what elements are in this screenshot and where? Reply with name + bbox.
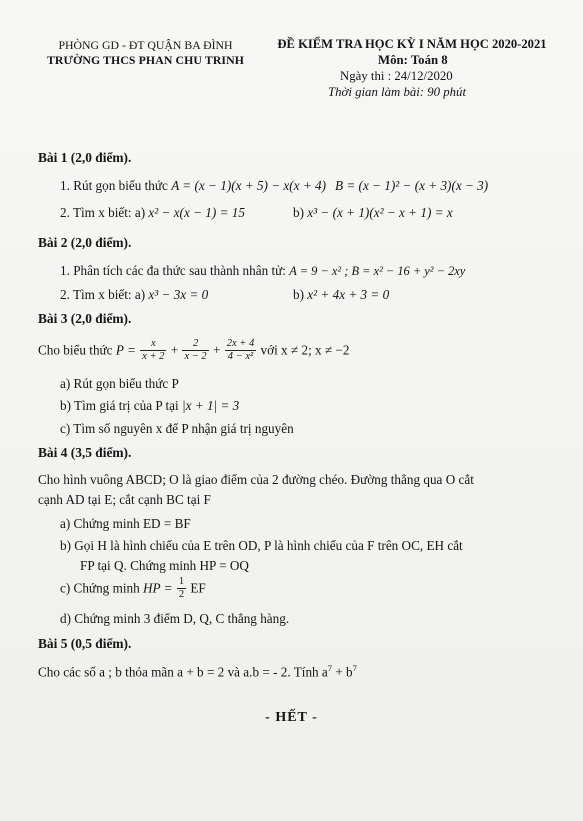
bai5-question	[38, 663, 357, 680]
bai2-q2-label: 2. Tìm x biết: a)	[60, 287, 146, 302]
end-marker: - HẾT -	[265, 710, 318, 725]
bai5-text: Cho các số a ; b thỏa mãn a + b = 2 và a.b = - 2. Tính a	[38, 664, 328, 680]
exam-duration: Thời gian làm bài: 90 phút	[328, 85, 467, 99]
bai3-fraction-2	[182, 338, 208, 363]
bai3-fraction-1	[140, 338, 166, 363]
bai3-intro: Cho biểu thức	[38, 342, 113, 358]
exam-title: ĐỀ KIỂM TRA HỌC KỲ I NĂM HỌC 2020-2021	[277, 37, 547, 51]
bai4-part-b-line-2: FP tại Q. Chứng minh HP = OQ	[80, 558, 249, 573]
bai3-fraction-2-denominator: x − 2	[184, 351, 207, 362]
bai5-mid: + b	[332, 664, 353, 680]
school-header	[38, 38, 253, 68]
bai3-fraction-1-denominator: x + 2	[142, 351, 165, 362]
bai3-fraction-3-numerator: 2x + 4	[226, 338, 255, 349]
bai1-q2-b-expression: x³ − (x + 1)(x² − x + 1) = x	[307, 205, 453, 220]
bai2-q2-b-label: b)	[293, 287, 304, 302]
bai4-part-a: a) Chứng minh ED = BF	[60, 516, 191, 531]
bai4-half-fraction	[177, 576, 186, 601]
bai1-q1-expression-b: B = (x − 1)² − (x + 3)(x − 3)	[335, 178, 489, 193]
bai2-q2-b-expression: x² + 4x + 3 = 0	[307, 287, 390, 302]
bai4-part-c-expression: HP =	[142, 580, 173, 596]
bai4-heading: Bài 4 (3,5 điểm).	[38, 445, 132, 460]
bai3-fraction-1-numerator: x	[140, 338, 166, 351]
bai3-part-b-text: b) Tìm giá trị của P tại	[60, 398, 179, 413]
bai1-heading: Bài 1 (2,0 điểm).	[38, 150, 132, 165]
bai3-condition: với x ≠ 2; x ≠ −2	[260, 342, 350, 358]
bai1-q2-b	[293, 205, 453, 221]
bai4-intro-line-1: Cho hình vuông ABCD; O là giao điểm của 2 đường chéo. Đường thẳng qua O cắt	[38, 472, 474, 487]
bai2-heading: Bài 2 (2,0 điểm).	[38, 235, 132, 250]
bai1-question-1	[60, 178, 326, 194]
bai2-q2-b	[293, 287, 389, 303]
bai5-exponent-b: 7	[352, 663, 357, 673]
bai1-q1-label: 1. Rút gọn biểu thức	[60, 178, 168, 193]
bai5-heading: Bài 5 (0,5 điểm).	[38, 636, 132, 651]
bai3-part-b	[60, 398, 239, 414]
bai3-heading: Bài 3 (2,0 điểm).	[38, 311, 132, 326]
bai2-q2-a-expression: x³ − 3x = 0	[148, 287, 209, 302]
bai1-q2-label: 2. Tìm x biết: a)	[60, 205, 146, 220]
bai1-q2-b-label: b)	[293, 205, 304, 220]
bai5-exponent-a: 7	[327, 663, 333, 673]
exam-subject: Môn: Toán 8	[378, 53, 448, 67]
school-name: TRƯỜNG THCS PHAN CHU TRINH	[46, 53, 245, 67]
bai3-p-lhs: P =	[115, 342, 136, 358]
bai2-question-2	[60, 287, 208, 303]
bai2-question-1	[60, 263, 465, 279]
bai3-fraction-3	[225, 338, 257, 363]
bai4-half-denominator: 2	[178, 589, 185, 600]
bai2-q1-label: 1. Phân tích các đa thức sau thành nhân tử:	[60, 263, 286, 278]
bai2-q1-expression: A = 9 − x² ; B = x² − 16 + y² − 2xy	[289, 264, 466, 278]
bai4-half-numerator: 1	[178, 576, 185, 587]
exam-date: Ngày thi : 24/12/2020	[340, 69, 453, 83]
bai4-part-d: d) Chứng minh 3 điểm D, Q, C thẳng hàng.	[60, 611, 290, 626]
bai3-fraction-2-numerator: 2	[182, 338, 208, 351]
bai3-part-c: c) Tìm số nguyên x để P nhận giá trị nguyên	[60, 421, 294, 436]
bai3-plus-2: +	[212, 342, 221, 358]
bai3-plus-1: +	[170, 342, 179, 358]
bai4-part-c	[60, 576, 206, 601]
bai4-part-c-tail: EF	[190, 580, 206, 596]
bai3-expression-line	[38, 338, 349, 363]
bai4-part-c-text: c) Chứng minh	[60, 580, 140, 596]
bai3-part-a: a) Rút gọn biểu thức P	[60, 376, 179, 391]
bai3-part-b-expression: |x + 1| = 3	[181, 398, 240, 413]
bai4-intro-line-2: cạnh AD tại E; cắt cạnh BC tại F	[38, 492, 211, 507]
bai1-q1-expression-a: A = (x − 1)(x + 5) − x(x + 4)	[171, 178, 327, 193]
bai3-fraction-3-denominator: 4 − x²	[227, 351, 254, 362]
bai1-q2-a-expression: x² − x(x − 1) = 15	[148, 205, 245, 220]
bai4-part-b-line-1: b) Gọi H là hình chiếu của E trên OD, P là hình chiếu của F trên OC, EH cắt	[60, 538, 463, 553]
bai1-question-2	[60, 205, 245, 221]
department-name: PHÒNG GD - ĐT QUẬN BA ĐÌNH	[58, 38, 233, 52]
